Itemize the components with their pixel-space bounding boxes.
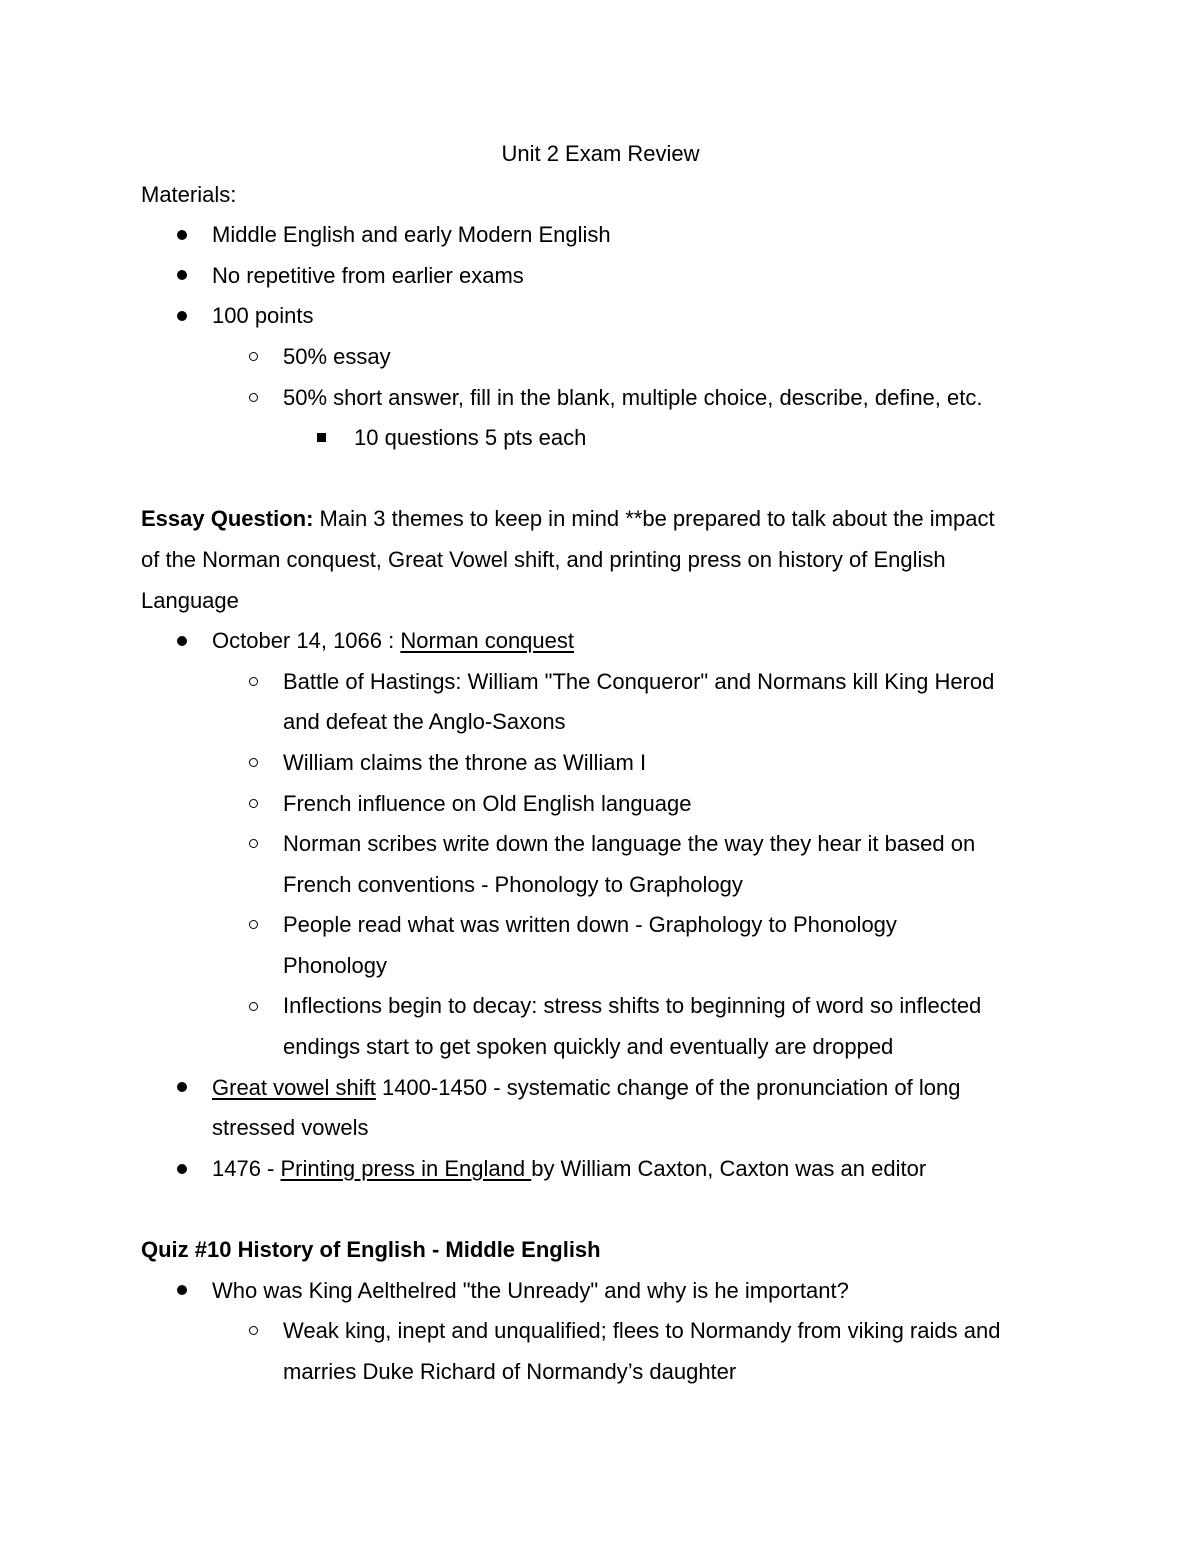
list-item-text: French influence on Old English language xyxy=(283,790,692,816)
list-item xyxy=(141,296,1060,337)
norman-conquest-link: Norman conquest xyxy=(400,628,574,654)
essay-question-line-3: Language xyxy=(141,587,239,613)
list-item-text: Inflections begin to decay: stress shifts to beginning of word so inflected xyxy=(283,993,982,1019)
quiz-heading xyxy=(141,1230,1060,1271)
list-item-text: Phonology xyxy=(283,952,387,978)
list-item xyxy=(141,1311,1060,1392)
bullet-icon xyxy=(177,1149,187,1190)
list-item-text: 100 points xyxy=(212,303,314,329)
list-item-text: October 14, 1066 : xyxy=(212,628,401,654)
circle-bullet-icon xyxy=(249,337,258,378)
list-item-text: People read what was written down - Graphology to Phonology xyxy=(283,912,897,938)
list-item-text: 50% short answer, fill in the blank, multiple choice, describe, define, etc. xyxy=(283,384,983,410)
circle-bullet-icon xyxy=(249,1311,258,1352)
list-item xyxy=(141,824,1060,905)
quiz-answer: Weak king, inept and unqualified; flees to Normandy from viking raids and xyxy=(283,1318,1001,1344)
circle-bullet-icon xyxy=(249,905,258,946)
bullet-icon xyxy=(177,296,187,337)
quiz-heading-text: Quiz #10 History of English - Middle English xyxy=(141,1237,601,1263)
great-vowel-shift-link: Great vowel shift xyxy=(212,1074,376,1100)
list-item xyxy=(141,662,1060,743)
list-item-text: French conventions - Phonology to Graphology xyxy=(283,871,743,897)
essay-question-line-2: of the Norman conquest, Great Vowel shift, and printing press on history of English xyxy=(141,546,946,572)
square-bullet-icon xyxy=(317,418,326,459)
list-item-text: by William Caxton, Caxton was an editor xyxy=(531,1155,927,1181)
materials-heading: Materials: xyxy=(141,181,237,207)
list-item xyxy=(141,621,1060,662)
list-item-text: 10 questions 5 pts each xyxy=(354,425,587,451)
bullet-icon xyxy=(177,621,187,662)
document-title: Unit 2 Exam Review xyxy=(501,141,700,166)
bullet-icon xyxy=(177,1068,187,1109)
list-item-text: 1400-1450 - systematic change of the pronunciation of long xyxy=(375,1074,961,1100)
quiz-answer: marries Duke Richard of Normandy’s daughter xyxy=(283,1358,737,1384)
list-item xyxy=(141,337,1060,378)
list-item-text: and defeat the Anglo-Saxons xyxy=(283,709,566,735)
circle-bullet-icon xyxy=(249,662,258,703)
list-item xyxy=(141,986,1060,1067)
list-item-text: Middle English and early Modern English xyxy=(212,222,611,248)
quiz-list xyxy=(141,1271,1060,1393)
essay-question-label: Essay Question: xyxy=(141,506,314,532)
list-item-text: William claims the throne as William I xyxy=(283,749,647,775)
circle-bullet-icon xyxy=(249,784,258,825)
list-item-text: 1476 - xyxy=(212,1155,281,1181)
printing-press-link: Printing press in England xyxy=(280,1155,532,1181)
circle-bullet-icon xyxy=(249,378,258,419)
list-item-text: Norman scribes write down the language the way they hear it based on xyxy=(283,831,976,857)
list-item xyxy=(141,378,1060,419)
list-item xyxy=(141,1068,1060,1149)
circle-bullet-icon xyxy=(249,986,258,1027)
essay-question-text: Main 3 themes to keep in mind **be prepared to talk about the impact xyxy=(313,506,995,532)
list-item-text: stressed vowels xyxy=(212,1115,369,1141)
list-item xyxy=(141,743,1060,784)
list-item xyxy=(141,905,1060,986)
list-item-text: endings start to get spoken quickly and eventually are dropped xyxy=(283,1034,894,1060)
essay-question-line-1 xyxy=(141,499,1060,540)
list-item-text: No repetitive from earlier exams xyxy=(212,262,524,288)
list-item xyxy=(141,1271,1060,1312)
bullet-icon xyxy=(177,215,187,256)
materials-list xyxy=(141,215,1060,459)
circle-bullet-icon xyxy=(249,743,258,784)
list-item xyxy=(141,418,1060,459)
quiz-question: Who was King Aelthelred "the Unready" and why is he important? xyxy=(212,1277,849,1303)
bullet-icon xyxy=(177,256,187,297)
list-item xyxy=(141,215,1060,256)
list-item xyxy=(141,256,1060,297)
list-item-text: Battle of Hastings: William "The Conqueror" and Normans kill King Herod xyxy=(283,668,995,694)
circle-bullet-icon xyxy=(249,824,258,865)
essay-topics-list xyxy=(141,621,1060,1189)
list-item xyxy=(141,1149,1060,1190)
list-item xyxy=(141,784,1060,825)
list-item-text: 50% essay xyxy=(283,343,391,369)
bullet-icon xyxy=(177,1271,187,1312)
